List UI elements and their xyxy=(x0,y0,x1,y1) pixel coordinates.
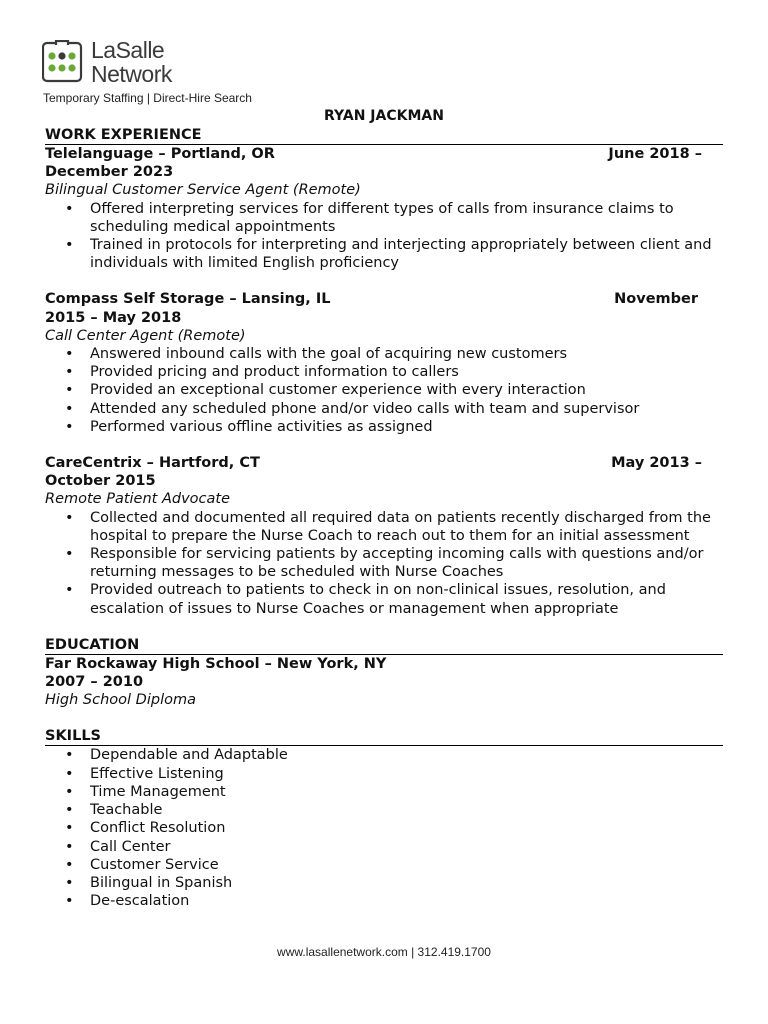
footer-contact: www.lasallenetwork.com | 312.419.1700 xyxy=(277,945,491,959)
list-item: • Provided outreach to patients to check in on non-clinical issues, resolution, and escalation of issues to Nurse Coaches or management when appropriate xyxy=(90,581,723,617)
skills-heading: SKILLS xyxy=(45,727,723,746)
job-header xyxy=(45,145,723,163)
list-item: • Trained in protocols for interpreting and interjecting appropriately between client and individuals with limited English proficiency xyxy=(90,236,723,272)
job-date-start: June 2018 – xyxy=(608,146,702,162)
skill-item: • Effective Listening xyxy=(90,765,723,783)
job-date-end: October 2015 xyxy=(45,473,156,490)
job-header xyxy=(45,454,723,472)
job-header xyxy=(45,290,723,308)
job-role: Bilingual Customer Service Agent (Remote) xyxy=(45,182,361,199)
job-entry xyxy=(45,145,723,272)
logo-name-line2: Network xyxy=(91,61,172,87)
list-item: • Provided an exceptional customer experience with every interaction xyxy=(90,381,723,399)
education-years: 2007 – 2010 xyxy=(45,674,144,691)
job-employer: CareCentrix – Hartford, CT xyxy=(45,455,260,472)
job-bullet-list xyxy=(45,200,723,273)
list-item: • Collected and documented all required data on patients recently discharged from the hospital to prepare the Nurse Coach to reach out to them for an initial assessment xyxy=(90,509,723,545)
logo-tagline: Temporary Staffing | Direct-Hire Search xyxy=(43,91,252,105)
skill-item: • Conflict Resolution xyxy=(90,819,723,837)
job-bullet-list xyxy=(45,345,723,436)
list-item: • Attended any scheduled phone and/or video calls with team and supervisor xyxy=(90,400,723,418)
logo-wordmark xyxy=(91,38,172,86)
job-date-start: May 2013 – xyxy=(611,455,702,472)
job-role: Remote Patient Advocate xyxy=(45,491,230,508)
list-item: • Answered inbound calls with the goal of acquiring new customers xyxy=(90,345,723,363)
candidate-name: RYAN JACKMAN xyxy=(324,108,444,124)
job-role: Call Center Agent (Remote) xyxy=(45,327,246,344)
education-school: Far Rockaway High School – New York, NY xyxy=(45,655,387,672)
skill-item: • Customer Service xyxy=(90,856,723,874)
skill-item: • Bilingual in Spanish xyxy=(90,874,723,892)
job-date-start: November xyxy=(614,291,698,308)
education-degree: High School Diploma xyxy=(45,692,196,709)
job-date-end: December 2023 xyxy=(45,164,174,181)
lasalle-logo-mark-icon xyxy=(42,40,86,84)
logo-name-line1: LaSalle xyxy=(91,37,165,63)
skill-item: • De-escalation xyxy=(90,892,723,910)
list-item: • Provided pricing and product information to callers xyxy=(90,363,723,381)
job-entry xyxy=(45,454,723,618)
list-item: • Performed various offline activities as assigned xyxy=(90,418,723,436)
list-item: • Offered interpreting services for different types of calls from insurance claims to scheduling medical appointments xyxy=(90,200,723,236)
job-date-end: 2015 – May 2018 xyxy=(45,309,182,326)
skill-item: • Call Center xyxy=(90,838,723,856)
skill-item: • Teachable xyxy=(90,801,723,819)
work-experience-heading: WORK EXPERIENCE xyxy=(45,126,723,145)
skill-item: • Dependable and Adaptable xyxy=(90,746,723,764)
skill-item: • Time Management xyxy=(90,783,723,801)
job-entry xyxy=(45,290,723,436)
company-logo xyxy=(42,38,258,108)
education-heading: EDUCATION xyxy=(45,636,723,655)
skills-list xyxy=(45,746,723,910)
job-bullet-list xyxy=(45,509,723,618)
resume-content xyxy=(45,126,723,910)
job-employer: Compass Self Storage – Lansing, IL xyxy=(45,291,331,308)
list-item: • Responsible for servicing patients by accepting incoming calls with questions and/or returning messages to be scheduled with Nurse Coaches xyxy=(90,545,723,581)
job-employer: Telelanguage – Portland, OR xyxy=(45,146,275,162)
